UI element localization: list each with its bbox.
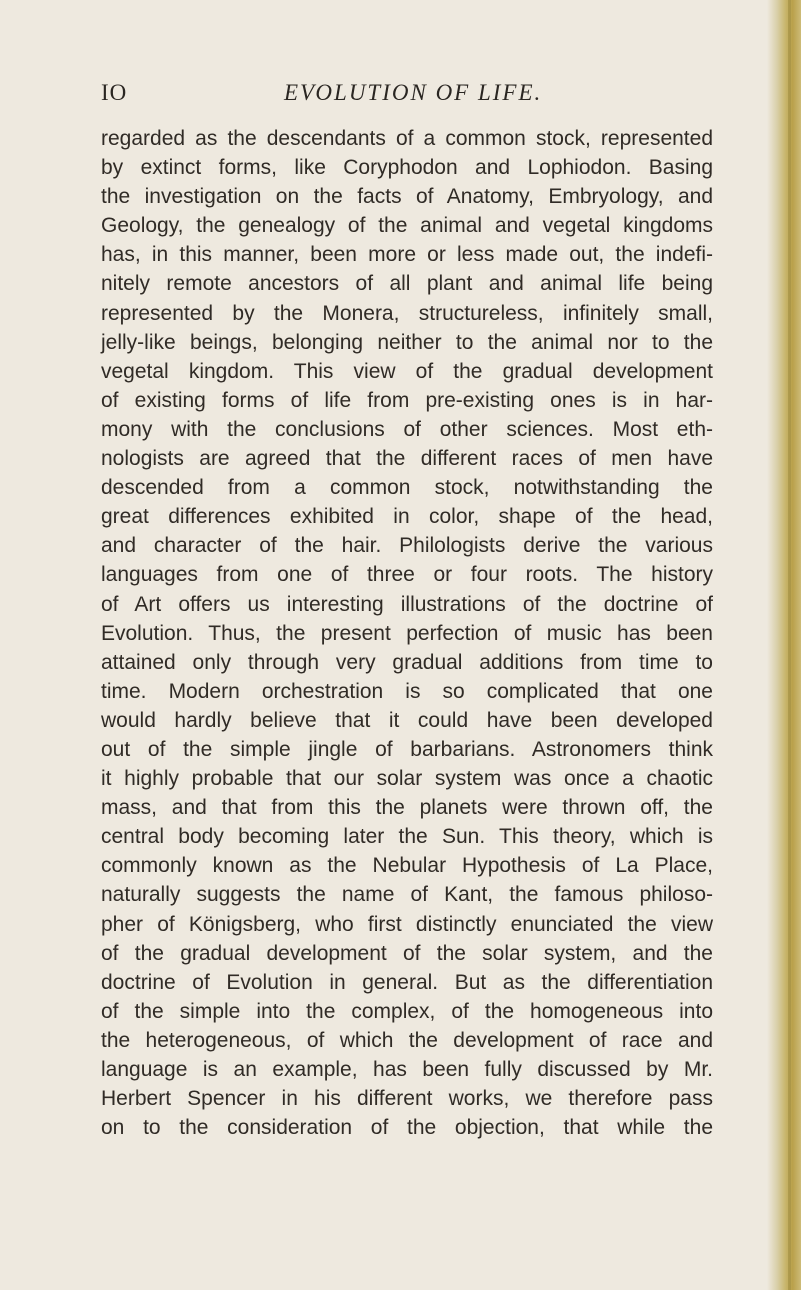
text-line: nitely remote ancestors of all plant and animal life being <box>101 272 713 296</box>
text-line: mass, and that from this the planets were thrown off, the <box>101 796 713 820</box>
text-line: central body becoming later the Sun. This theory, which is <box>101 825 713 849</box>
text-line: and character of the hair. Philologists derive the various <box>101 534 713 558</box>
running-header <box>101 80 701 114</box>
text-line: pher of Königsberg, who first distinctly enunciated the view <box>101 912 713 936</box>
text-line: the investigation on the facts of Anatomy, Embryology, and <box>101 185 713 209</box>
text-line: language is an example, has been fully discussed by Mr. <box>101 1058 713 1081</box>
text-line: languages from one of three or four roots. The history <box>101 563 713 587</box>
text-line: of the simple into the complex, of the homogeneous into <box>101 999 713 1023</box>
text-line: great differences exhibited in color, shape of the head, <box>101 505 713 529</box>
page-edge-line <box>788 0 791 1290</box>
text-line: by extinct forms, like Coryphodon and Lophiodon. Basing <box>101 156 713 180</box>
text-line: jelly-like beings, belonging neither to the animal nor to the <box>101 330 713 354</box>
text-line: Herbert Spencer in his different works, we therefore pass <box>101 1087 713 1111</box>
text-line: descended from a common stock, notwithstanding the <box>101 476 713 500</box>
text-line: regarded as the descendants of a common stock, represented <box>101 127 713 150</box>
text-line: time. Modern orchestration is so complicated that one <box>101 679 713 703</box>
text-line: has, in this manner, been more or less made out, the indefi- <box>101 243 713 267</box>
page-edge-binding <box>767 0 801 1290</box>
body-paragraph <box>101 124 713 1142</box>
page-number: IO <box>101 80 128 105</box>
text-line: Evolution. Thus, the present perfection of music has been <box>101 621 713 645</box>
text-line: on to the consideration of the objection, that while the <box>101 1116 713 1140</box>
text-line: mony with the conclusions of other sciences. Most eth- <box>101 417 713 441</box>
text-line: would hardly believe that it could have been developed <box>101 708 713 732</box>
text-line: nologists are agreed that the different races of men have <box>101 447 713 471</box>
text-line: vegetal kingdom. This view of the gradual development <box>101 359 713 383</box>
text-line: it highly probable that our solar system was once a chaotic <box>101 767 713 791</box>
text-line: Geology, the genealogy of the animal and vegetal kingdoms <box>101 214 713 238</box>
text-line: of existing forms of life from pre-existing ones is in har- <box>101 388 713 412</box>
text-line: of Art offers us interesting illustrations of the doctrine of <box>101 592 713 616</box>
text-line: doctrine of Evolution in general. But as the differentiation <box>101 970 713 994</box>
text-line: attained only through very gradual additions from time to <box>101 650 713 674</box>
text-line: naturally suggests the name of Kant, the famous philoso- <box>101 883 713 907</box>
text-line: out of the simple jingle of barbarians. Astronomers think <box>101 737 713 761</box>
text-line: represented by the Monera, structureless, infinitely small, <box>101 301 713 325</box>
running-title: EVOLUTION OF LIFE. <box>284 80 543 105</box>
text-line: of the gradual development of the solar system, and the <box>101 941 713 965</box>
text-line: commonly known as the Nebular Hypothesis of La Place, <box>101 854 713 878</box>
text-line: the heterogeneous, of which the development of race and <box>101 1028 713 1052</box>
